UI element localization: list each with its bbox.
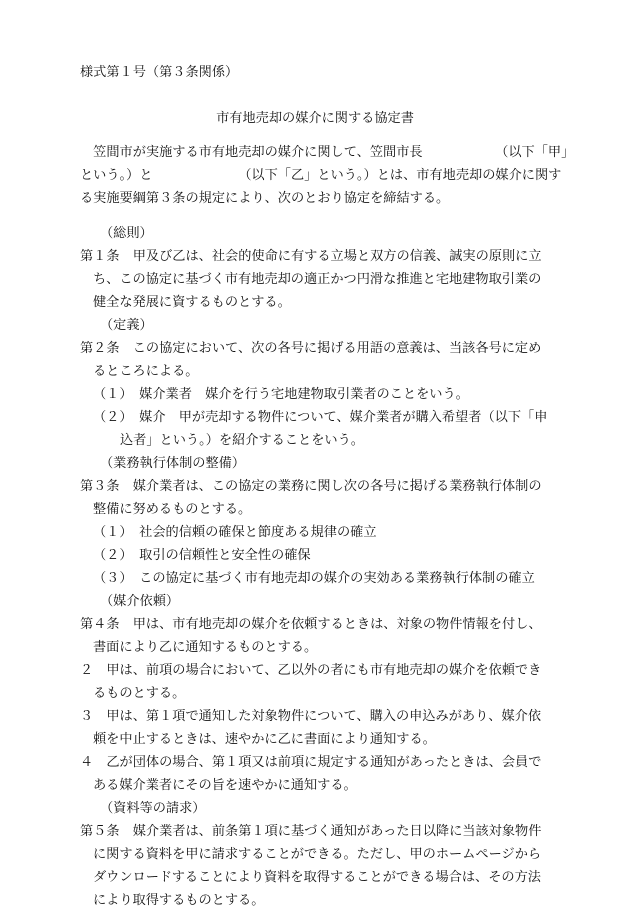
article-heading: （総則） [100, 226, 153, 241]
article-first-line: 第４条 甲は、市有地売却の媒介を依頼するときは、対象の物件情報を付し、 [80, 617, 542, 632]
article-continuation-line: により取得するものとする。 [93, 893, 265, 908]
article-first-line: 第１条 甲及び乙は、社会的使命に有する立場と双方の信義、誠実の原則に立 [80, 249, 542, 264]
document-title: 市有地売却の媒介に関する協定書 [216, 111, 414, 126]
article-continuation-line: ある媒介業者にその旨を速やかに通知する。 [93, 778, 357, 793]
item-continuation-line: 込者」という。）を紹介することをいう。 [120, 433, 364, 448]
preamble-line: 笠間市が実施する市有地売却の媒介に関して、笠間市長 （以下「甲」 [80, 145, 575, 160]
article-continuation-line: るところによる。 [93, 364, 199, 379]
articles-body [80, 222, 560, 912]
article-heading: （業務執行体制の整備） [100, 456, 246, 471]
article-continuation-line: ダウンロードすることにより資料を取得することができる場合は、その方法 [93, 870, 541, 885]
item-line: （２） 媒介 甲が売却する物件について、媒介業者が購入希望者（以下「申 [93, 410, 548, 425]
paragraph-line: ２ 甲は、前項の場合において、乙以外の者にも市有地売却の媒介を依頼でき [80, 663, 542, 678]
article-first-line: 第２条 この協定において、次の各号に掲げる用語の意義は、当該各号に定め [80, 341, 542, 356]
preamble-line: る実施要綱第３条の規定により、次のとおり協定を締結する。 [80, 191, 450, 206]
article-continuation-line: 健全な発展に資するものとする。 [93, 295, 291, 310]
article-heading: （資料等の請求） [100, 801, 206, 816]
article-heading: （定義） [100, 318, 153, 333]
article-first-line: 第５条 媒介業者は、前条第１項に基づく通知があった日以降に当該対象物件 [80, 824, 542, 839]
preamble-line: という。）と （以下「乙」という。）とは、市有地売却の媒介に関す [80, 168, 562, 183]
article-heading: （媒介依頼） [100, 594, 180, 609]
item-line: （１） 媒介業者 媒介を行う宅地建物取引業者のことをいう。 [93, 387, 469, 402]
paragraph-line: ３ 甲は、第１項で通知した対象物件について、購入の申込みがあり、媒介依 [80, 709, 542, 724]
preamble [80, 141, 575, 210]
article-first-line: 第３条 媒介業者は、この協定の業務に関し次の各号に掲げる業務執行体制の [80, 479, 542, 494]
article-continuation-line: るものとする。 [93, 686, 186, 701]
item-line: （１） 社会的信頼の確保と節度ある規律の確立 [93, 525, 377, 540]
form-number: 様式第１号（第３条関係） [80, 65, 239, 80]
article-continuation-line: ち、この協定に基づく市有地売却の適正かつ円滑な推進と宅地建物取引業の [93, 272, 542, 287]
article-continuation-line: 書面により乙に通知するものとする。 [93, 640, 318, 655]
item-line: （３） この協定に基づく市有地売却の媒介の実効ある業務執行体制の確立 [93, 571, 535, 586]
paragraph-line: ４ 乙が団体の場合、第１項又は前項に規定する通知があったときは、会員で [80, 755, 542, 770]
article-continuation-line: 頼を中止するときは、速やかに乙に書面により通知する。 [93, 732, 436, 747]
article-continuation-line: に関する資料を甲に請求することができる。ただし、甲のホームページから [93, 847, 542, 862]
item-line: （２） 取引の信頼性と安全性の確保 [93, 548, 311, 563]
article-continuation-line: 整備に努めるものとする。 [93, 502, 252, 517]
